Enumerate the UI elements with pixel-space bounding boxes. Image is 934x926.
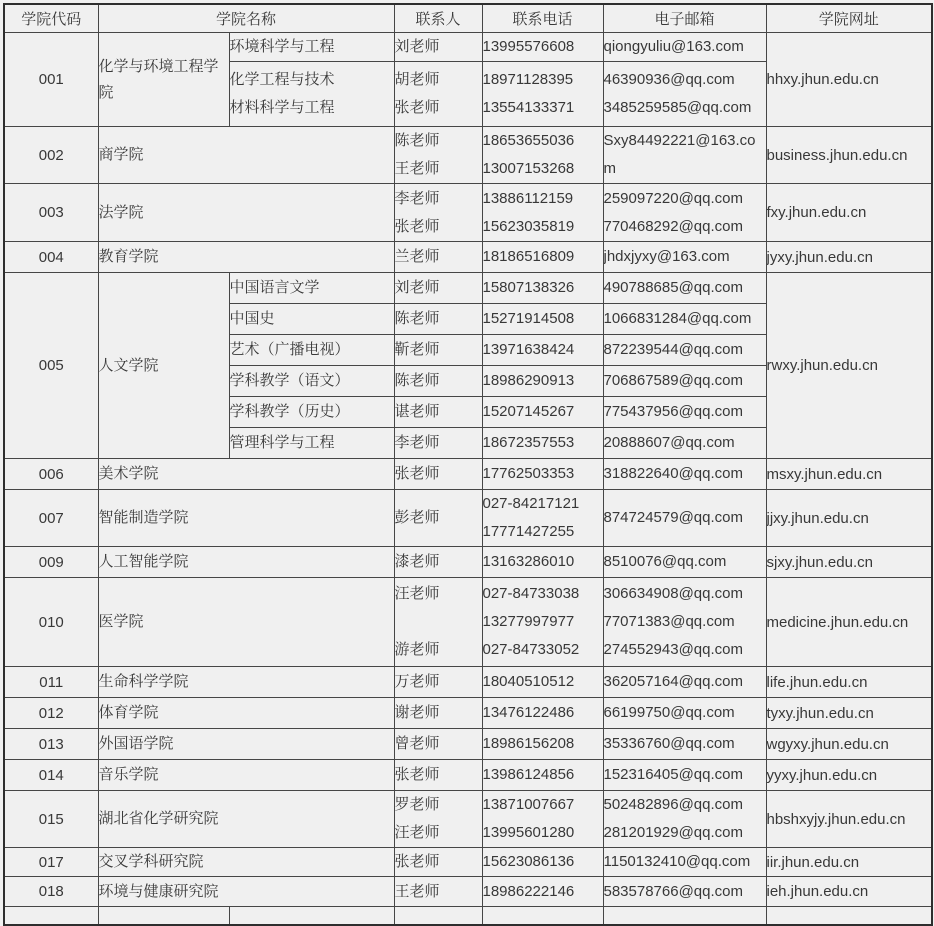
col-header-name: 学院名称 bbox=[98, 4, 394, 33]
contact-cell-line: 王老师 bbox=[394, 160, 440, 177]
phone-cell-line: 13986124856 bbox=[482, 766, 575, 783]
table-row bbox=[4, 273, 932, 304]
department-cell-line: 艺术（广播电视） bbox=[229, 341, 350, 358]
phone-cell bbox=[482, 547, 603, 578]
email-cell-line: jhdxjyxy@163.com bbox=[603, 248, 730, 265]
phone-cell bbox=[482, 62, 603, 127]
college-name-cell bbox=[98, 729, 394, 760]
college-name-text: 交叉学科研究院 bbox=[98, 853, 204, 870]
website-cell: hhxy.jhun.edu.cn bbox=[766, 33, 932, 127]
department-cell bbox=[229, 273, 394, 304]
contact-cell bbox=[394, 127, 482, 184]
table-row bbox=[4, 729, 932, 760]
contact-cell bbox=[394, 791, 482, 848]
email-cell-line: 770468292@qq.com bbox=[603, 217, 743, 235]
phone-cell bbox=[482, 459, 603, 490]
contact-cell bbox=[394, 273, 482, 304]
contact-cell-line: 张老师 bbox=[394, 465, 440, 482]
college-code-cell: 013 bbox=[4, 729, 98, 760]
phone-cell bbox=[482, 578, 603, 667]
phone-cell-line: 18672357553 bbox=[482, 434, 575, 451]
phone-cell-line: 13554133371 bbox=[482, 99, 575, 116]
phone-cell bbox=[482, 366, 603, 397]
website-cell: fxy.jhun.edu.cn bbox=[766, 184, 932, 242]
college-code-cell: 015 bbox=[4, 791, 98, 848]
contact-cell-line: 张老师 bbox=[394, 99, 440, 116]
college-name-text: 环境与健康研究院 bbox=[98, 882, 219, 900]
email-cell bbox=[603, 62, 766, 127]
email-cell-line: 8510076@qq.com bbox=[603, 553, 727, 570]
college-contact-table-container bbox=[3, 3, 933, 926]
table-row bbox=[4, 242, 932, 273]
college-code-cell: 018 bbox=[4, 877, 98, 907]
college-code-cell: 006 bbox=[4, 459, 98, 490]
col-header-email: 电子邮箱 bbox=[603, 4, 766, 33]
email-cell bbox=[603, 184, 766, 242]
email-cell-line: 306634908@qq.com bbox=[603, 585, 743, 602]
email-cell bbox=[603, 877, 766, 907]
phone-cell-line: 17771427255 bbox=[482, 523, 575, 540]
website-cell: sjxy.jhun.edu.cn bbox=[766, 547, 932, 578]
contact-cell bbox=[394, 366, 482, 397]
college-code-cell: 017 bbox=[4, 848, 98, 877]
college-name-text: 教育学院 bbox=[98, 248, 159, 265]
table-row bbox=[4, 698, 932, 729]
contact-cell-line: 漆老师 bbox=[394, 553, 440, 570]
phone-cell-line: 13971638424 bbox=[482, 341, 575, 358]
email-cell bbox=[603, 791, 766, 848]
partial-cutoff-cell bbox=[98, 907, 229, 926]
college-name-cell bbox=[98, 273, 229, 459]
phone-cell-line: 15623035819 bbox=[482, 217, 575, 235]
email-cell bbox=[603, 397, 766, 428]
col-header-phone: 联系电话 bbox=[482, 4, 603, 33]
contact-cell bbox=[394, 667, 482, 698]
contact-cell bbox=[394, 459, 482, 490]
college-name-cell bbox=[98, 877, 394, 907]
phone-cell bbox=[482, 335, 603, 366]
department-cell bbox=[229, 304, 394, 335]
contact-cell-line: 罗老师 bbox=[394, 796, 440, 813]
contact-cell bbox=[394, 184, 482, 242]
college-name-text: 湖北省化学研究院 bbox=[98, 810, 219, 827]
email-cell-line: 77071383@qq.com bbox=[603, 613, 735, 630]
department-cell bbox=[229, 335, 394, 366]
partial-cutoff-row bbox=[4, 907, 932, 926]
contact-cell-line: 张老师 bbox=[394, 766, 440, 783]
email-cell-line: 152316405@qq.com bbox=[603, 766, 743, 783]
partial-cutoff-cell bbox=[482, 907, 603, 926]
contact-cell bbox=[394, 578, 482, 667]
college-name-cell bbox=[98, 127, 394, 184]
contact-cell-line: 谢老师 bbox=[394, 704, 440, 721]
contact-cell bbox=[394, 698, 482, 729]
website-cell: rwxy.jhun.edu.cn bbox=[766, 273, 932, 459]
college-name-text: 智能制造学院 bbox=[98, 509, 189, 526]
contact-cell-line: 汪老师 bbox=[394, 585, 440, 602]
email-cell bbox=[603, 547, 766, 578]
contact-cell-line: 张老师 bbox=[394, 217, 440, 235]
phone-cell-line: 17762503353 bbox=[482, 465, 575, 482]
table-row bbox=[4, 877, 932, 907]
contact-cell-line: 胡老师 bbox=[394, 71, 440, 88]
phone-cell bbox=[482, 127, 603, 184]
phone-cell-line: 18040510512 bbox=[482, 673, 575, 690]
department-cell-line: 中国史 bbox=[229, 310, 275, 327]
department-cell bbox=[229, 33, 394, 62]
contact-cell bbox=[394, 848, 482, 877]
header-row bbox=[4, 4, 932, 33]
department-cell-line: 中国语言文学 bbox=[229, 279, 320, 296]
table-header bbox=[4, 4, 932, 33]
contact-cell-line: 刘老师 bbox=[394, 279, 440, 296]
partial-cutoff-cell bbox=[394, 907, 482, 926]
contact-cell bbox=[394, 62, 482, 127]
email-cell bbox=[603, 242, 766, 273]
contact-cell bbox=[394, 428, 482, 459]
college-code-cell: 005 bbox=[4, 273, 98, 459]
email-cell bbox=[603, 848, 766, 877]
table-row bbox=[4, 667, 932, 698]
contact-cell-line: 李老师 bbox=[394, 189, 440, 207]
college-code-cell: 007 bbox=[4, 490, 98, 547]
email-cell bbox=[603, 127, 766, 184]
college-name-text: 生命科学学院 bbox=[98, 673, 189, 690]
phone-cell bbox=[482, 760, 603, 791]
contact-cell-line: 彭老师 bbox=[394, 509, 440, 526]
contact-cell bbox=[394, 729, 482, 760]
email-cell-line: 20888607@qq.com bbox=[603, 434, 735, 451]
contact-cell-line: 李老师 bbox=[394, 434, 440, 451]
table-row bbox=[4, 760, 932, 791]
college-name-text: 外国语学院 bbox=[98, 735, 174, 752]
phone-cell bbox=[482, 698, 603, 729]
college-code-cell: 012 bbox=[4, 698, 98, 729]
email-cell bbox=[603, 729, 766, 760]
email-cell bbox=[603, 459, 766, 490]
college-name-cell bbox=[98, 698, 394, 729]
phone-cell-line: 18186516809 bbox=[482, 248, 575, 265]
contact-cell-line: 曾老师 bbox=[394, 735, 440, 752]
email-cell bbox=[603, 698, 766, 729]
email-cell bbox=[603, 366, 766, 397]
college-name-cell bbox=[98, 459, 394, 490]
email-cell-line: 274552943@qq.com bbox=[603, 641, 743, 658]
phone-cell bbox=[482, 33, 603, 62]
phone-cell-line: 18653655036 bbox=[482, 132, 575, 149]
table-row bbox=[4, 547, 932, 578]
department-cell-line: 管理科学与工程 bbox=[229, 434, 335, 451]
phone-cell-line: 15207145267 bbox=[482, 403, 575, 420]
website-cell: iir.jhun.edu.cn bbox=[766, 848, 932, 877]
website-cell: jyxy.jhun.edu.cn bbox=[766, 242, 932, 273]
table-row bbox=[4, 184, 932, 242]
college-name-cell bbox=[98, 760, 394, 791]
email-cell bbox=[603, 490, 766, 547]
email-cell-line: 3485259585@qq.com bbox=[603, 99, 752, 116]
college-name-cell bbox=[98, 33, 229, 127]
phone-cell-line: 15807138326 bbox=[482, 279, 575, 296]
col-header-code: 学院代码 bbox=[4, 4, 98, 33]
contact-cell-line: 兰老师 bbox=[394, 248, 440, 265]
contact-cell-line bbox=[395, 608, 482, 636]
website-cell: medicine.jhun.edu.cn bbox=[766, 578, 932, 667]
phone-cell-line: 15271914508 bbox=[482, 310, 575, 327]
department-cell bbox=[229, 397, 394, 428]
contact-cell-line: 游老师 bbox=[394, 641, 440, 658]
phone-cell-line: 18986222146 bbox=[482, 882, 575, 900]
college-name-cell bbox=[98, 547, 394, 578]
col-header-contact: 联系人 bbox=[394, 4, 482, 33]
phone-cell-line: 13163286010 bbox=[482, 553, 575, 570]
phone-cell bbox=[482, 428, 603, 459]
email-cell-line: 583578766@qq.com bbox=[603, 882, 743, 900]
phone-cell bbox=[482, 848, 603, 877]
college-code-cell: 009 bbox=[4, 547, 98, 578]
website-cell: jjxy.jhun.edu.cn bbox=[766, 490, 932, 547]
website-cell: tyxy.jhun.edu.cn bbox=[766, 698, 932, 729]
email-cell-line: 66199750@qq.com bbox=[603, 704, 735, 721]
phone-cell-line: 13871007667 bbox=[482, 796, 575, 813]
phone-cell bbox=[482, 397, 603, 428]
website-cell: msxy.jhun.edu.cn bbox=[766, 459, 932, 490]
email-cell-line: 874724579@qq.com bbox=[603, 509, 743, 526]
email-cell-line: Sxy84492221@163.com bbox=[603, 132, 756, 177]
phone-cell bbox=[482, 667, 603, 698]
phone-cell bbox=[482, 877, 603, 907]
phone-cell-line: 13995601280 bbox=[482, 824, 575, 841]
college-name-cell bbox=[98, 791, 394, 848]
email-cell-line: 46390936@qq.com bbox=[603, 71, 735, 88]
phone-cell bbox=[482, 304, 603, 335]
phone-cell-line: 18986156208 bbox=[482, 735, 575, 752]
email-cell-line: 362057164@qq.com bbox=[603, 673, 743, 690]
department-cell-line: 材料科学与工程 bbox=[229, 99, 335, 116]
college-code-cell: 014 bbox=[4, 760, 98, 791]
table-body bbox=[4, 33, 932, 926]
phone-cell-line: 13995576608 bbox=[482, 38, 575, 55]
table-row bbox=[4, 459, 932, 490]
contact-cell-line: 张老师 bbox=[394, 853, 440, 870]
college-name-text: 美术学院 bbox=[98, 465, 159, 482]
email-cell-line: 706867589@qq.com bbox=[603, 372, 743, 389]
table-row bbox=[4, 490, 932, 547]
department-cell-line: 学科教学（语文） bbox=[229, 372, 350, 389]
partial-cutoff-cell bbox=[766, 907, 932, 926]
table-row bbox=[4, 848, 932, 877]
phone-cell-line: 027-84217121 bbox=[482, 495, 580, 512]
phone-cell-line: 18986290913 bbox=[482, 372, 575, 389]
phone-cell-line: 13886112159 bbox=[482, 189, 574, 207]
partial-cutoff-cell bbox=[229, 907, 394, 926]
email-cell bbox=[603, 667, 766, 698]
college-name-cell bbox=[98, 242, 394, 273]
website-cell: yyxy.jhun.edu.cn bbox=[766, 760, 932, 791]
email-cell-line: qiongyuliu@163.com bbox=[603, 38, 744, 55]
contact-cell-line: 王老师 bbox=[394, 882, 440, 900]
email-cell-line: 872239544@qq.com bbox=[603, 341, 743, 358]
contact-cell-line: 万老师 bbox=[394, 673, 440, 690]
college-code-cell: 011 bbox=[4, 667, 98, 698]
college-code-cell: 001 bbox=[4, 33, 98, 127]
college-name-cell bbox=[98, 667, 394, 698]
email-cell-line: 1066831284@qq.com bbox=[603, 310, 752, 327]
college-contact-table bbox=[3, 3, 933, 926]
college-code-cell: 010 bbox=[4, 578, 98, 667]
contact-cell bbox=[394, 33, 482, 62]
college-name-text: 商学院 bbox=[98, 146, 144, 163]
contact-cell-line: 刘老师 bbox=[394, 38, 440, 55]
contact-cell-line: 靳老师 bbox=[394, 341, 440, 358]
contact-cell-line: 谌老师 bbox=[394, 403, 440, 420]
department-cell-line: 化学工程与技术 bbox=[229, 71, 335, 88]
contact-cell-line: 陈老师 bbox=[394, 310, 440, 327]
website-cell: hbshxyjy.jhun.edu.cn bbox=[766, 791, 932, 848]
college-name-cell bbox=[98, 490, 394, 547]
email-cell-line: 502482896@qq.com bbox=[603, 796, 743, 813]
phone-cell-line: 027-84733038 bbox=[482, 585, 580, 602]
website-cell: ieh.jhun.edu.cn bbox=[766, 877, 932, 907]
phone-cell bbox=[482, 791, 603, 848]
college-name-text: 人文学院 bbox=[98, 356, 159, 374]
table-row bbox=[4, 33, 932, 62]
partial-cutoff-cell bbox=[4, 907, 98, 926]
phone-cell bbox=[482, 729, 603, 760]
college-name-text: 人工智能学院 bbox=[98, 553, 189, 570]
website-cell: business.jhun.edu.cn bbox=[766, 127, 932, 184]
contact-cell bbox=[394, 335, 482, 366]
table-row bbox=[4, 127, 932, 184]
department-cell bbox=[229, 428, 394, 459]
phone-cell-line: 15623086136 bbox=[482, 853, 575, 870]
contact-cell bbox=[394, 397, 482, 428]
email-cell-line: 259097220@qq.com bbox=[603, 189, 743, 207]
college-name-text: 医学院 bbox=[98, 613, 144, 630]
email-cell-line: 490788685@qq.com bbox=[603, 279, 743, 296]
contact-cell bbox=[394, 760, 482, 791]
table-row bbox=[4, 578, 932, 667]
email-cell-line: 1150132410@qq.com bbox=[603, 853, 751, 870]
email-cell bbox=[603, 760, 766, 791]
college-name-cell bbox=[98, 578, 394, 667]
email-cell-line: 281201929@qq.com bbox=[603, 824, 743, 841]
email-cell bbox=[603, 335, 766, 366]
college-name-text: 体育学院 bbox=[98, 704, 159, 721]
contact-cell bbox=[394, 877, 482, 907]
department-cell bbox=[229, 366, 394, 397]
contact-cell bbox=[394, 304, 482, 335]
contact-cell-line: 汪老师 bbox=[394, 824, 440, 841]
email-cell bbox=[603, 428, 766, 459]
website-cell: wgyxy.jhun.edu.cn bbox=[766, 729, 932, 760]
phone-cell-line: 18971128395 bbox=[482, 71, 574, 88]
college-name-text: 化学与环境工程学院 bbox=[98, 57, 219, 101]
college-code-cell: 003 bbox=[4, 184, 98, 242]
phone-cell-line: 13007153268 bbox=[482, 160, 575, 177]
email-cell bbox=[603, 578, 766, 667]
contact-cell bbox=[394, 490, 482, 547]
email-cell bbox=[603, 304, 766, 335]
college-name-text: 法学院 bbox=[98, 203, 144, 221]
contact-cell-line: 陈老师 bbox=[394, 132, 440, 149]
department-cell-line: 环境科学与工程 bbox=[229, 38, 335, 55]
college-name-text: 音乐学院 bbox=[98, 766, 159, 783]
email-cell-line: 318822640@qq.com bbox=[603, 465, 743, 482]
email-cell-line: 35336760@qq.com bbox=[603, 735, 735, 752]
department-cell-line: 学科教学（历史） bbox=[229, 403, 350, 420]
email-cell bbox=[603, 33, 766, 62]
phone-cell-line: 027-84733052 bbox=[482, 641, 580, 658]
college-code-cell: 002 bbox=[4, 127, 98, 184]
website-cell: life.jhun.edu.cn bbox=[766, 667, 932, 698]
contact-cell bbox=[394, 242, 482, 273]
phone-cell bbox=[482, 184, 603, 242]
college-name-cell bbox=[98, 848, 394, 877]
contact-cell-line: 陈老师 bbox=[394, 372, 440, 389]
partial-cutoff-cell bbox=[603, 907, 766, 926]
college-name-cell bbox=[98, 184, 394, 242]
college-code-cell: 004 bbox=[4, 242, 98, 273]
phone-cell bbox=[482, 242, 603, 273]
col-header-website: 学院网址 bbox=[766, 4, 932, 33]
phone-cell-line: 13277997977 bbox=[482, 613, 575, 630]
contact-cell bbox=[394, 547, 482, 578]
table-row bbox=[4, 791, 932, 848]
email-cell-line: 775437956@qq.com bbox=[603, 403, 743, 420]
phone-cell bbox=[482, 490, 603, 547]
phone-cell bbox=[482, 273, 603, 304]
phone-cell-line: 13476122486 bbox=[482, 704, 575, 721]
department-cell bbox=[229, 62, 394, 127]
email-cell bbox=[603, 273, 766, 304]
